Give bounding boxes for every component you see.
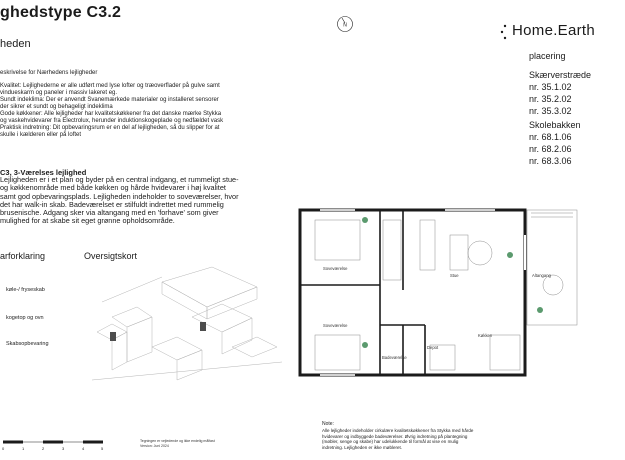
description-list <box>0 83 223 139</box>
scale-tick: 4 <box>82 446 85 451</box>
description-line: Sundt indeklima: Der er anvendt Svanemærkede materialer og installeret sensorer <box>0 97 219 103</box>
map-building-highlight <box>200 322 206 331</box>
scale-tick: 0 <box>2 446 5 451</box>
description-line: Praktisk indretning: Dit opbevaringsrum er en del af lejligheden, så du slipper for at <box>0 125 220 131</box>
scale-note-line: Version: Juni 2024 <box>140 443 169 448</box>
scale-ticks <box>0 445 110 453</box>
apartment-line: det har walk-in skab. Badeværelset er stilfuldt indrettet med rummelig <box>0 199 224 209</box>
brand-name: Home.Earth <box>512 22 596 39</box>
apartment-title: C3, 3-Værelses lejlighed <box>0 168 87 177</box>
description-line: Gode køkkener: Alle lejligheder har kvalitetskøkkener fra det danske mærke Stykka <box>0 111 222 117</box>
plant-icon <box>537 307 543 313</box>
room-label-bedroom2: Soveværelse <box>323 323 348 328</box>
description-line: vinduesk‌arm og paneler i massiv lakeret eg. <box>0 90 118 96</box>
room-label-depot: Depot <box>427 345 439 350</box>
room-label-balcony: Altangang <box>532 273 551 278</box>
apartment-line: og køkkenområde med både køkken og hårde hvidevarer i høj kvalitet <box>0 183 226 193</box>
street-name: Skærverstræde <box>529 70 592 80</box>
apartment-line: mulighed for at skabe sit eget grønne opholdsområde. <box>0 216 175 226</box>
balcony-area <box>527 210 577 325</box>
note-line: Alle lejligheder indeholder cirkulære kvalitetskøkkener fra Stykka med hårde <box>322 428 474 433</box>
legend-item-stove: kogetop og ovn <box>6 315 44 321</box>
placement-heading: placering <box>529 51 566 61</box>
room-label-living: Stue <box>450 273 459 278</box>
address-number: nr. 35.3.02 <box>529 106 572 116</box>
address-number: nr. 35.1.02 <box>529 82 572 92</box>
dining-table <box>468 241 492 265</box>
apartment-line: brusenische. Adgang sker via altangang med en 'forhave' som giver <box>0 208 219 218</box>
page-subtitle: heden <box>0 38 31 50</box>
scale-note <box>140 439 215 448</box>
kitchen-counter <box>490 335 520 370</box>
overview-map <box>92 262 282 387</box>
room-label-kitchen: Køkken <box>478 333 493 338</box>
address-list <box>529 131 572 167</box>
note-line: hvidevarer og indbyggede badeværelser. Øvrig indretning på plantegning <box>322 433 468 439</box>
note-heading: Note: <box>322 421 334 427</box>
description-heading: eskrivelse for Nærhedens lejligheder <box>0 70 98 76</box>
brand-logo-icon <box>500 24 510 40</box>
legend-item-fridge: køle-/ fryseskab <box>6 287 45 293</box>
overview-heading: Oversigtskort <box>84 251 138 261</box>
address-number: nr. 68.3.06 <box>529 156 572 166</box>
sofa <box>420 220 435 270</box>
apartment-line: samt god opbevaringsplads. Lejligheden indeholder to soveværelser, hvor <box>0 191 239 201</box>
scale-note-line: Tegningen er vejledende og ikke endelig målfast <box>140 439 215 443</box>
room-label-bedroom1: Soveværelse <box>323 266 348 271</box>
address-list <box>529 81 572 117</box>
note-text <box>322 428 473 450</box>
apartment-line: Lejligheden er i et plan og byder på en central indgang, et rummeligt stue- <box>0 175 239 184</box>
plant-icon <box>507 252 513 258</box>
plant-icon <box>362 342 368 348</box>
map-building-highlight <box>110 332 116 341</box>
description-line: og vaskehvidevarer fra Electrolux, herunder induktionskogeplade og nedfældet vask <box>0 118 224 124</box>
address-number: nr. 68.2.06 <box>529 144 572 154</box>
page-title: ghedstype C3.2 <box>0 4 122 21</box>
address-number: nr. 68.1.06 <box>529 132 572 142</box>
description-line: der sikrer et sundt og behageligt indeklima <box>0 104 113 110</box>
legend-heading: arforklaring <box>0 251 46 261</box>
note-line: (møbler, senge og skabe) har udelukkende til formål at vise en mulig <box>322 439 459 445</box>
compass-icon <box>336 15 354 33</box>
wardrobe <box>383 220 401 280</box>
plant-icon <box>362 217 368 223</box>
apartment-description <box>0 176 239 226</box>
scale-tick: 1 <box>22 446 25 451</box>
room-label-bathroom: Badeværelse <box>382 355 407 360</box>
legend-item-storage: Skabsopbevaring <box>6 341 49 347</box>
address-number: nr. 35.2.02 <box>529 94 572 104</box>
scale-tick: 3 <box>62 446 65 451</box>
floor-plan <box>295 195 585 390</box>
balcony-table <box>543 275 563 295</box>
bed <box>315 220 360 260</box>
table <box>450 235 468 270</box>
description-line: Kvalitet: Lejlighederne er alle udført med lyse lofter og træoverflader på gulve samt <box>0 83 220 89</box>
compass-label: N <box>343 22 347 29</box>
street-name: Skolebakken <box>529 120 581 130</box>
bed <box>315 335 360 370</box>
description-line: skulle i kælderen eller på loftet <box>0 132 82 138</box>
scale-tick: 5 <box>101 446 104 451</box>
scale-tick: 2 <box>42 446 45 451</box>
outer-wall <box>300 210 525 375</box>
note-line: indretning. Lejligheden er ikke møbleret. <box>322 444 403 450</box>
